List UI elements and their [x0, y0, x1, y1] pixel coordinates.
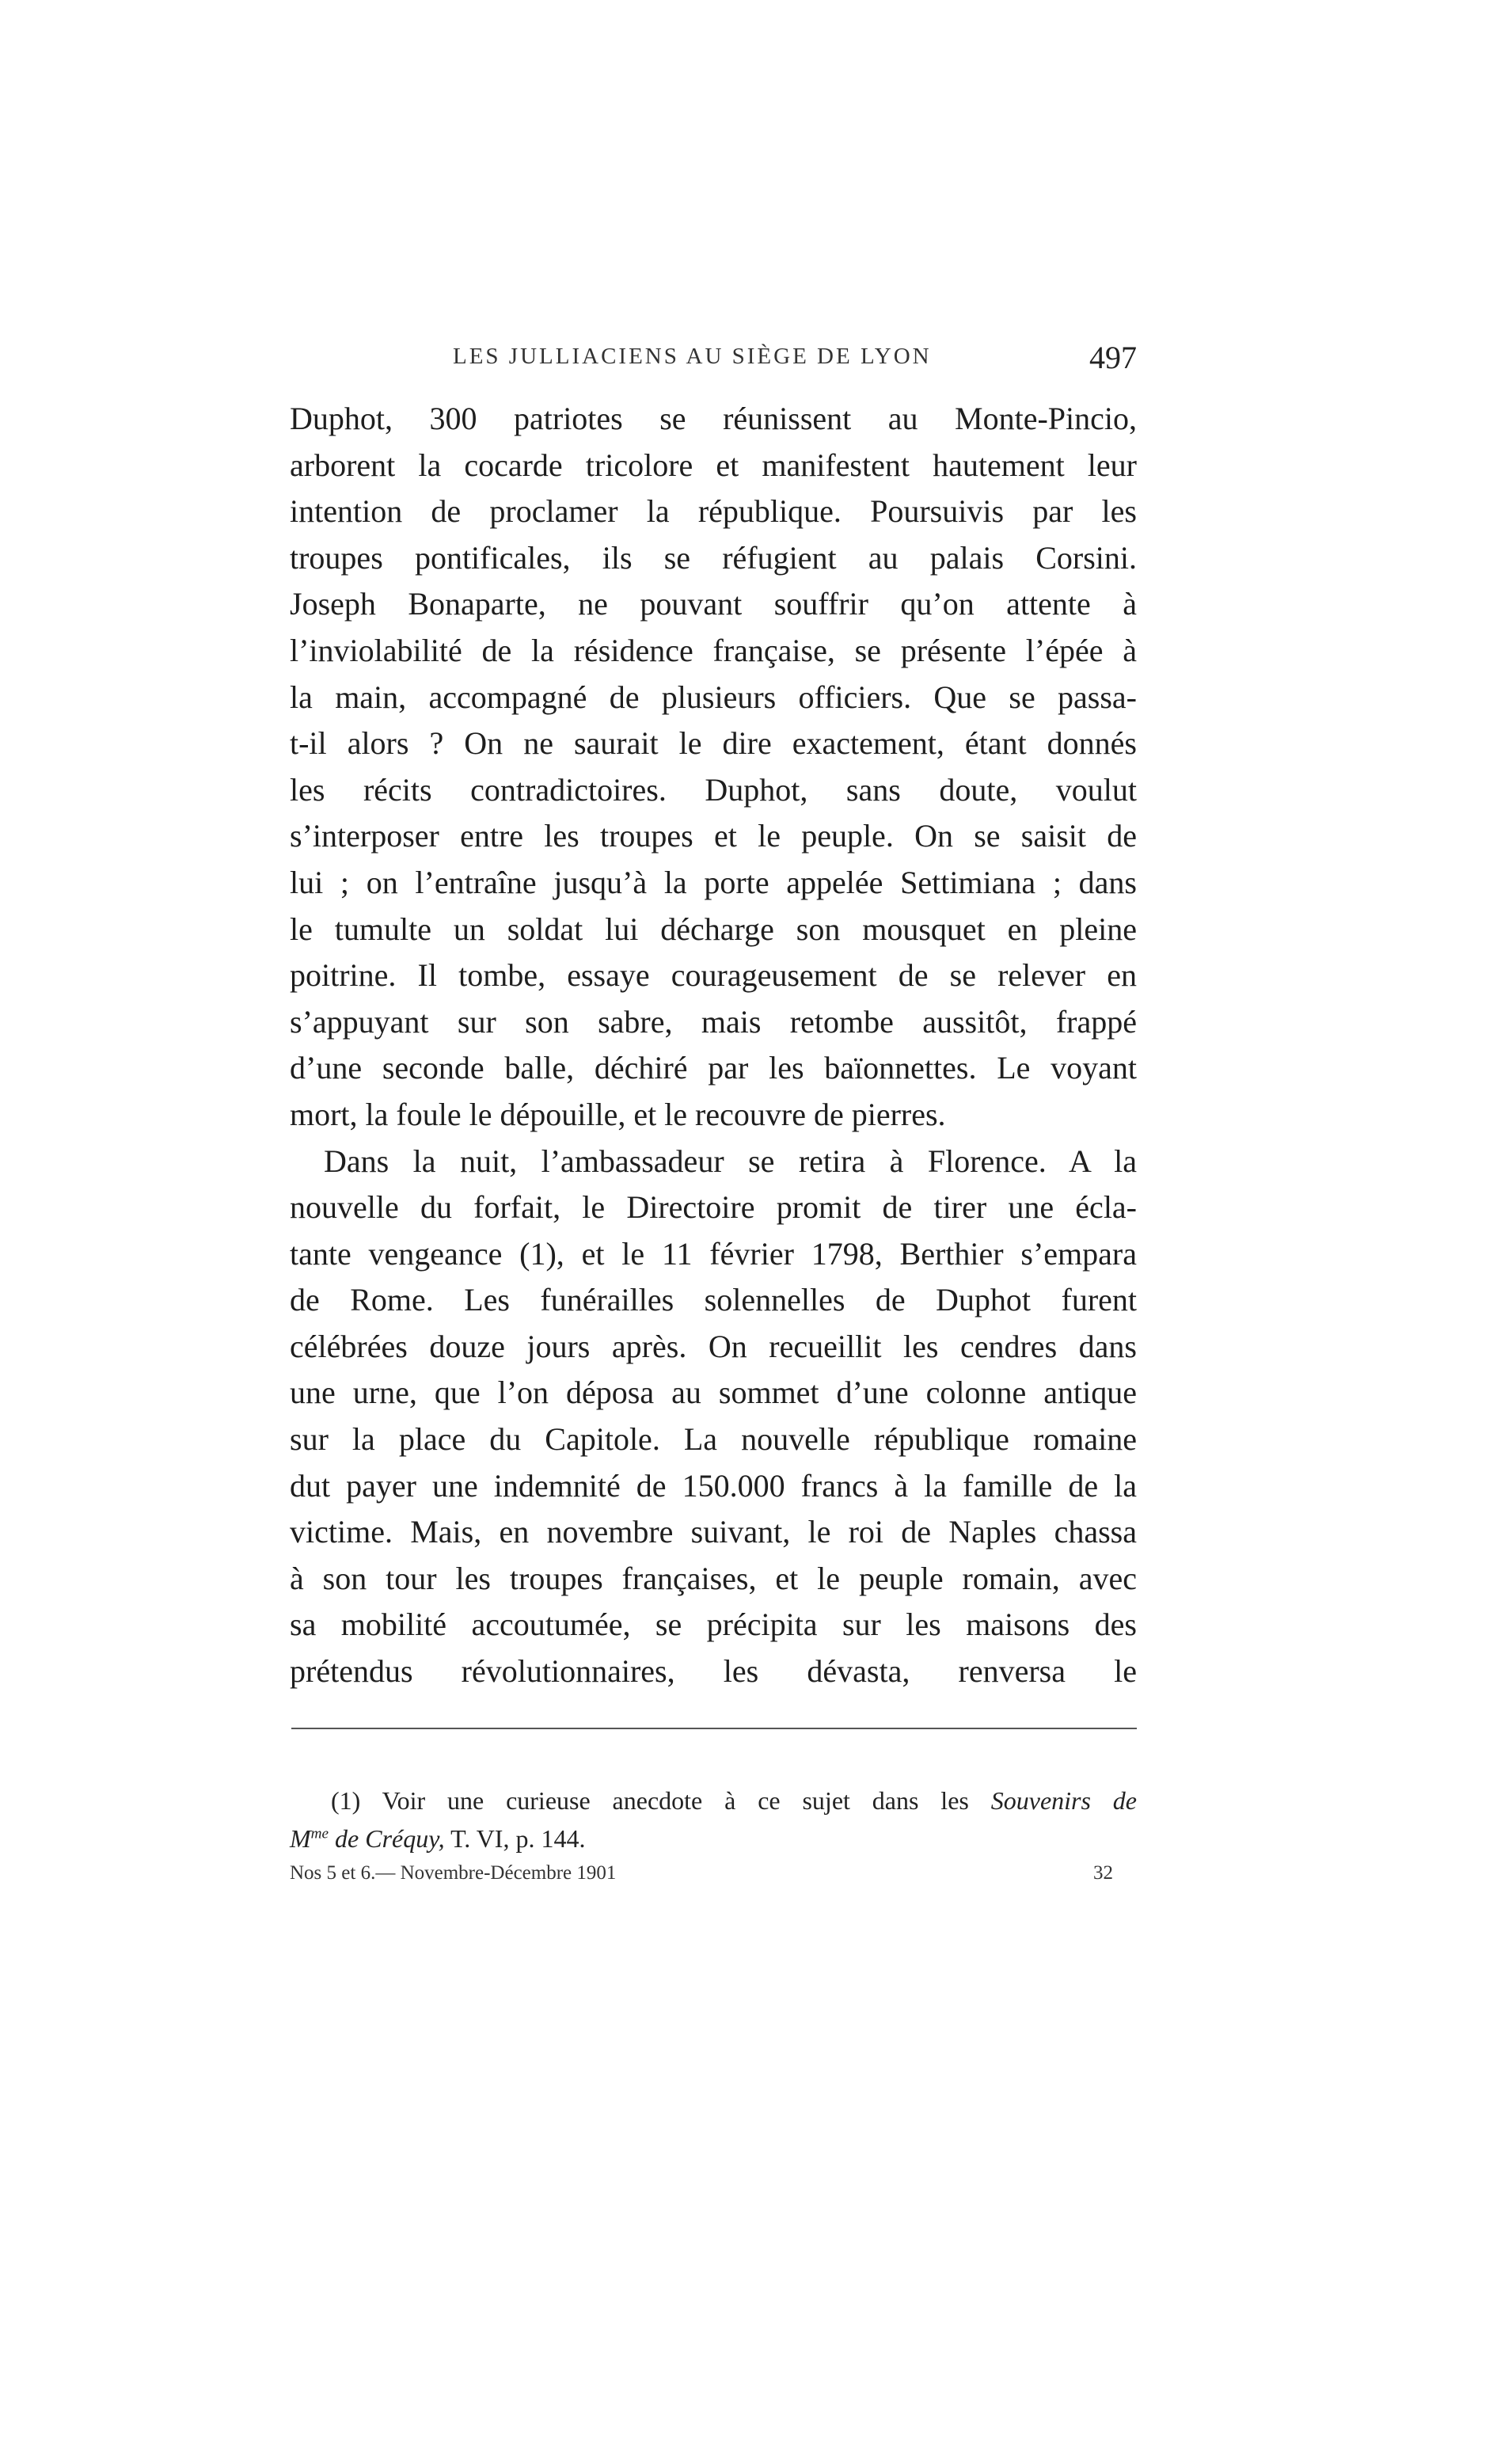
footnote-line-1 [290, 1781, 1137, 1819]
text-line: victime. Mais, en novembre suivant, le roi de Naples chassa [290, 1514, 1137, 1550]
text-line: s’appuyant sur son sabre, mais retombe aussitôt, frappé [290, 1003, 1137, 1040]
text-line: d’une seconde balle, déchiré par les baïonnettes. Le voyant [290, 1050, 1137, 1086]
page-number: 497 [1089, 340, 1137, 375]
footnote-mme: $M^{me}$ [290, 1824, 329, 1853]
text-line: la main, accompagné de plusieurs officiers. Que se passa- [290, 679, 1137, 715]
footnote-title-italic: Souvenirs de [990, 1786, 1138, 1815]
text-line: à son tour les troupes françaises, et le peuple romain, avec [290, 1560, 1137, 1596]
text-line: t-il alors ? On ne saurait le dire exactement, étant donnés [290, 725, 1137, 762]
text-line: s’interposer entre les troupes et le peuple. On se saisit de [290, 818, 1137, 854]
text-line: les récits contradictoires. Duphot, sans doute, voulut [290, 771, 1137, 808]
text-line: le tumulte un soldat lui décharge son mousquet en pleine [290, 911, 1137, 947]
footnote-name-italic: de Créquy, [335, 1824, 445, 1853]
footnote-line-2 [290, 1819, 1137, 1858]
text-line: Dans la nuit, l’ambassadeur se retira à Florence. A la [324, 1143, 1137, 1179]
main-text [290, 396, 1137, 1695]
footnote-divider [291, 1728, 1137, 1729]
text-line: l’inviolabilité de la résidence française, se présente l’épée à [290, 632, 1137, 668]
text-line: intention de proclamer la république. Poursuivis par les [290, 493, 1137, 530]
text-line: Joseph Bonaparte, ne pouvant souffrir qu’on attente à [290, 586, 1137, 622]
text-line: de Rome. Les funérailles solennelles de Duphot furent [290, 1282, 1137, 1318]
footnote-text: (1) Voir une curieuse anecdote à ce sujet dans les [331, 1786, 969, 1815]
text-line: poitrine. Il tombe, essaye courageusement de se relever en [290, 957, 1137, 994]
text-line: sa mobilité accoutumée, se précipita sur les maisons des [290, 1607, 1137, 1643]
text-line: arborent la cocarde tricolore et manifestent hautement leur [290, 447, 1137, 483]
running-title: LES JULLIACIENS AU SIÈGE DE LYON [453, 344, 932, 369]
text-line: sur la place du Capitole. La nouvelle république romaine [290, 1421, 1137, 1458]
text-line: mort, la foule le dépouille, et le recouvre de pierres. [290, 1096, 946, 1132]
text-line: dut payer une indemnité de 150.000 francs à la famille de la [290, 1467, 1137, 1504]
text-line: troupes pontificales, ils se réfugient au palais Corsini. [290, 539, 1137, 576]
text-line: célébrées douze jours après. On recueillit les cendres dans [290, 1328, 1137, 1364]
footnote [290, 1781, 1137, 1858]
text-line: une urne, que l’on déposa au sommet d’une colonne antique [290, 1375, 1137, 1411]
issue-label: Nos 5 et 6.— Novembre-Décembre 1901 [290, 1862, 617, 1884]
text-line: nouvelle du forfait, le Directoire promit de tirer une écla- [290, 1189, 1137, 1226]
text-line: tante vengeance (1), et le 11 février 1798, Berthier s’empara [290, 1235, 1137, 1272]
text-line: Duphot, 300 patriotes se réunissent au Monte-Pincio, [290, 401, 1137, 436]
sheet-number: 32 [1093, 1862, 1113, 1884]
footnote-reference: T. VI, p. 144. [450, 1824, 586, 1853]
text-line: lui ; on l’entraîne jusqu’à la porte appelée Settimiana ; dans [290, 864, 1137, 900]
text-line: prétendus révolutionnaires, les dévasta, renversa le [290, 1653, 1137, 1690]
running-head [290, 336, 1153, 391]
printer-signature [290, 1862, 1113, 1894]
